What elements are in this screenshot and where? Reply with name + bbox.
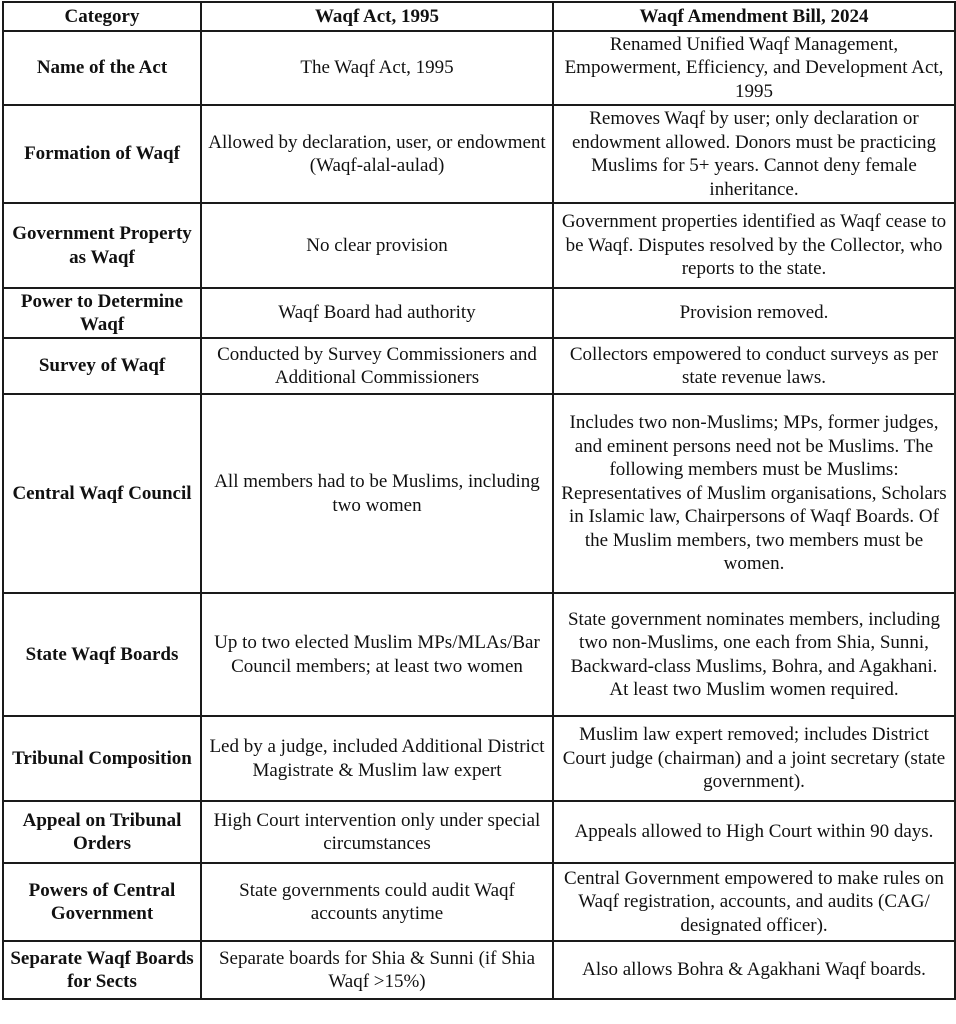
table-row — [3, 593, 955, 716]
bill-2024-cell: Renamed Unified Waqf Management, Empowerment, Efficiency, and Development Act, 1995 — [553, 31, 955, 105]
header-bill-2024: Waqf Amendment Bill, 2024 — [553, 2, 955, 31]
act-1995-cell: High Court intervention only under special circumstances — [201, 801, 553, 863]
table-row — [3, 31, 955, 105]
category-cell: Tribunal Composition — [3, 716, 201, 801]
table-row — [3, 203, 955, 288]
bill-2024-cell: Includes two non-Muslims; MPs, former judges, and eminent persons need not be Muslims. The following members must be Muslims: Representatives of Muslim organisations, Scholars in Islamic law, Chairpersons of Waqf Boards. Of the Muslim members, two members must be women. — [553, 394, 955, 593]
header-act-1995: Waqf Act, 1995 — [201, 2, 553, 31]
table-row — [3, 105, 955, 203]
act-1995-cell: Conducted by Survey Commissioners and Additional Commissioners — [201, 338, 553, 394]
act-1995-cell: Up to two elected Muslim MPs/MLAs/Bar Council members; at least two women — [201, 593, 553, 716]
category-cell: Central Waqf Council — [3, 394, 201, 593]
bill-2024-cell: Collectors empowered to conduct surveys as per state revenue laws. — [553, 338, 955, 394]
bill-2024-cell: Provision removed. — [553, 288, 955, 338]
act-1995-cell: The Waqf Act, 1995 — [201, 31, 553, 105]
bill-2024-cell: Government properties identified as Waqf cease to be Waqf. Disputes resolved by the Collector, who reports to the state. — [553, 203, 955, 288]
category-cell: State Waqf Boards — [3, 593, 201, 716]
category-cell: Formation of Waqf — [3, 105, 201, 203]
category-cell: Appeal on Tribunal Orders — [3, 801, 201, 863]
act-1995-cell: Separate boards for Shia & Sunni (if Shia Waqf >15%) — [201, 941, 553, 999]
table-row — [3, 941, 955, 999]
act-1995-cell: Allowed by declaration, user, or endowment (Waqf-alal-aulad) — [201, 105, 553, 203]
act-1995-cell: State governments could audit Waqf accounts anytime — [201, 863, 553, 941]
table-row — [3, 394, 955, 593]
bill-2024-cell: Also allows Bohra & Agakhani Waqf boards. — [553, 941, 955, 999]
act-1995-cell: Waqf Board had authority — [201, 288, 553, 338]
header-category: Category — [3, 2, 201, 31]
category-cell: Survey of Waqf — [3, 338, 201, 394]
table-row — [3, 338, 955, 394]
act-1995-cell: Led by a judge, included Additional District Magistrate & Muslim law expert — [201, 716, 553, 801]
table-row — [3, 863, 955, 941]
category-cell: Power to Determine Waqf — [3, 288, 201, 338]
category-cell: Name of the Act — [3, 31, 201, 105]
comparison-table — [2, 1, 956, 1000]
category-cell: Government Property as Waqf — [3, 203, 201, 288]
category-cell: Powers of Central Government — [3, 863, 201, 941]
act-1995-cell: All members had to be Muslims, including two women — [201, 394, 553, 593]
table-row — [3, 716, 955, 801]
table-row — [3, 801, 955, 863]
category-cell: Separate Waqf Boards for Sects — [3, 941, 201, 999]
bill-2024-cell: Central Government empowered to make rules on Waqf registration, accounts, and audits (CAG/ designated officer). — [553, 863, 955, 941]
act-1995-cell: No clear provision — [201, 203, 553, 288]
bill-2024-cell: State government nominates members, including two non-Muslims, one each from Shia, Sunni, Backward-class Muslims, Bohra, and Agakhani. At least two Muslim women required. — [553, 593, 955, 716]
table-row — [3, 288, 955, 338]
bill-2024-cell: Appeals allowed to High Court within 90 days. — [553, 801, 955, 863]
header-row — [3, 2, 955, 31]
bill-2024-cell: Muslim law expert removed; includes District Court judge (chairman) and a joint secretary (state government). — [553, 716, 955, 801]
bill-2024-cell: Removes Waqf by user; only declaration or endowment allowed. Donors must be practicing Muslims for 5+ years. Cannot deny female inheritance. — [553, 105, 955, 203]
